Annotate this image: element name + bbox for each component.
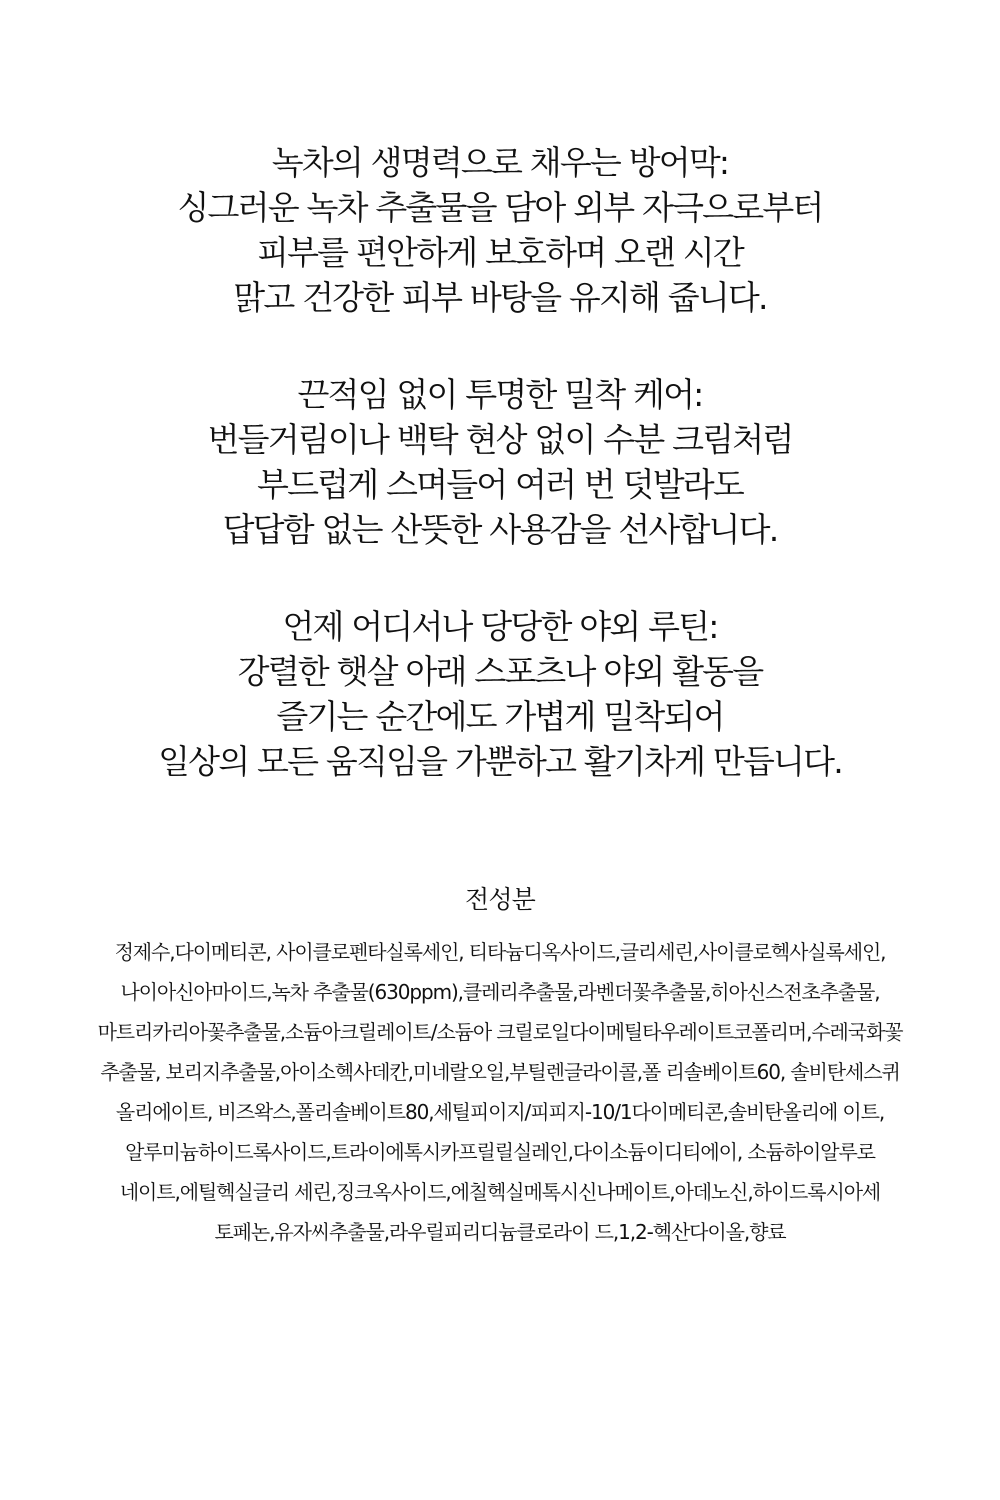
ingredients-section bbox=[0, 880, 1000, 1252]
feature-outdoor-routine bbox=[0, 604, 1000, 784]
feature-text-line: 맑고 건강한 피부 바탕을 유지해 줍니다. bbox=[233, 278, 767, 317]
feature-text-line: 싱그러운 녹차 추출물을 담아 외부 자극으로부터 bbox=[177, 188, 823, 227]
ingredients-text-line: 네이트,에틸헥실글리 세린,징크옥사이드,에칠헥실메톡시신나메이트,아데노신,하이드록시아세 bbox=[119, 1180, 881, 1204]
feature-text-line: 즐기는 순간에도 가볍게 밀착되어 bbox=[276, 697, 724, 736]
feature-transparent-adhesion bbox=[0, 372, 1000, 552]
ingredients-text-line: 추출물, 보리지추출물,아이소헥사데칸,미네랄오일,부틸렌글라이콜,폴 리솔베이트60, 솔비탄세스퀴 bbox=[100, 1060, 900, 1084]
ingredients-text-line: 알루미늄하이드록사이드,트라이에톡시카프릴릴실레인,다이소듐이디티에이, 소듐하이알루로 bbox=[125, 1140, 875, 1164]
ingredients-text-line: 올리에이트, 비즈왁스,폴리솔베이트80,세틸피이지/피피지-10/1다이메티콘,솔비탄올리에 이트, bbox=[115, 1100, 885, 1124]
ingredients-text-line: 마트리카리아꽃추출물,소듐아크릴레이트/소듐아 크릴로일다이메틸타우레이트코폴리머,수레국화꽃 bbox=[97, 1020, 903, 1044]
feature-heading: 끈적임 없이 투명한 밀착 케어: bbox=[297, 375, 703, 414]
feature-heading: 언제 어디서나 당당한 야외 루틴: bbox=[282, 607, 718, 646]
feature-text-line: 부드럽게 스며들어 여러 번 덧발라도 bbox=[257, 465, 743, 504]
feature-text-line: 번들거림이나 백탁 현상 없이 수분 크림처럼 bbox=[207, 420, 793, 459]
ingredients-title: 전성분 bbox=[464, 885, 536, 914]
feature-text-line: 일상의 모든 움직임을 가뿐하고 활기차게 만듭니다. bbox=[158, 742, 842, 781]
ingredients-text-line: 토페논,유자씨추출물,라우릴피리디늄클로라이 드,1,2-헥산다이올,향료 bbox=[214, 1220, 786, 1244]
feature-text-line: 피부를 편안하게 보호하며 오랜 시간 bbox=[257, 233, 743, 272]
ingredients-text-line: 정제수,다이메티콘, 사이클로펜타실록세인, 티타늄디옥사이드,글리세린,사이클로헥사실록세인, bbox=[114, 940, 886, 964]
feature-text-line: 강렬한 햇살 아래 스포츠나 야외 활동을 bbox=[237, 652, 763, 691]
feature-heading: 녹차의 생명력으로 채우는 방어막: bbox=[271, 143, 729, 182]
feature-text-line: 답답함 없는 산뜻한 사용감을 선사합니다. bbox=[222, 510, 778, 549]
ingredients-text-line: 나이아신아마이드,녹차 추출물(630ppm),클레리추출물,라벤더꽃추출물,히아신스전초추출물, bbox=[120, 980, 880, 1004]
feature-green-tea-barrier bbox=[0, 140, 1000, 320]
feature-descriptions bbox=[0, 140, 1000, 836]
